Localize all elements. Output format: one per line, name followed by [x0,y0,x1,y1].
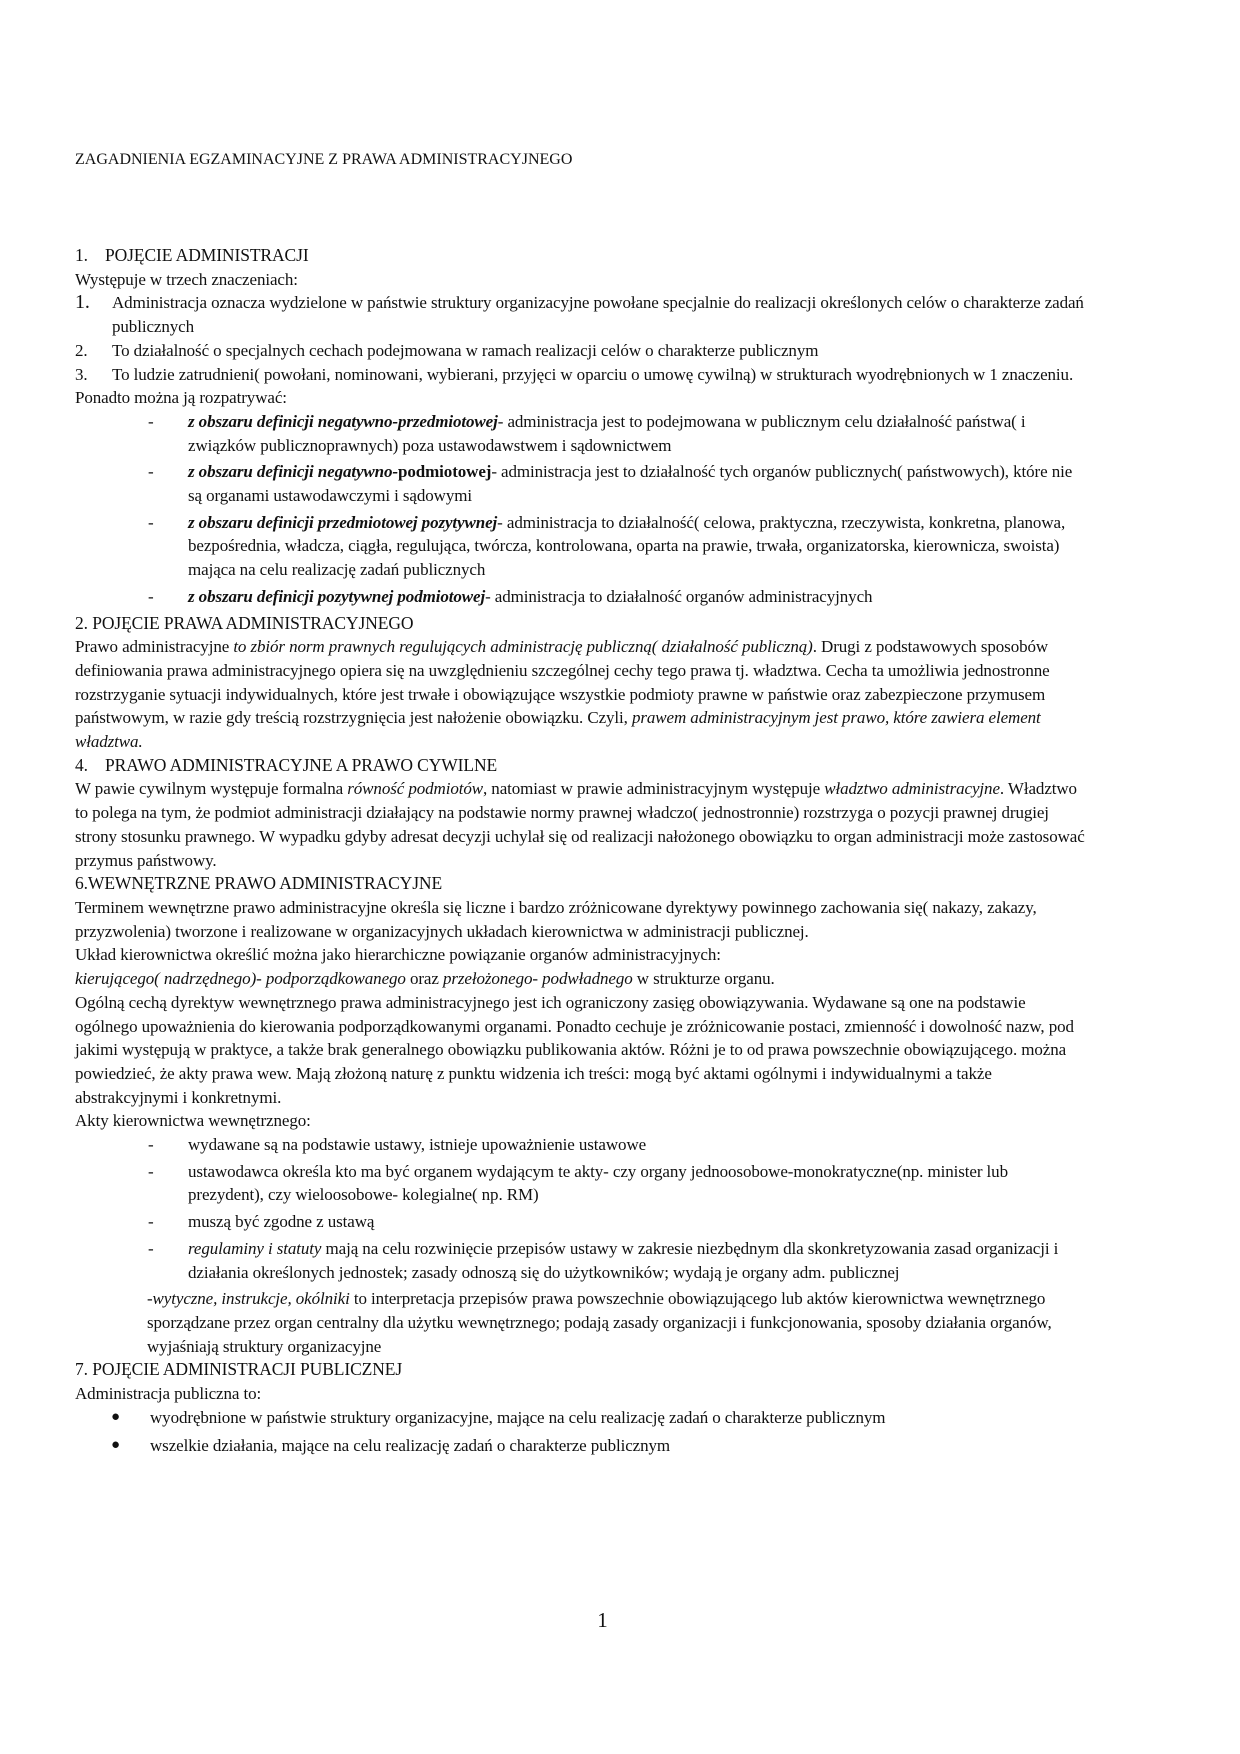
page-number: 1 [597,1608,608,1632]
text-run: . Władztwo to polega na tym, że podmiot administracji działający na podstawie normy prawnej władczo( jednostronnie) rozstrzyga o pozycji prawnej drugiej strony stosunku prawnego. W wypadku gdyby adresat decyzji uchylał się od realizacji nałożonego obowiązku to organ administracji może zastosować przymus państwowy. [75,779,1085,870]
acts-list [75,1133,1085,1284]
italic-run: władztwo administracyjne [824,779,1000,799]
definition-term-rest: podmiotowej [398,462,492,482]
dash-marker: - [148,1238,154,1258]
definitions-list [75,410,1085,609]
dash-marker: - [148,1135,154,1155]
list-item [75,1160,1085,1207]
section-6-paragraph-5: Akty kierownictwa wewnętrznego: [75,1111,311,1131]
section-6-heading: 6.WEWNĘTRZNE PRAWO ADMINISTRACYJNE [75,873,443,894]
list-item [75,585,1085,609]
definition-text: - administracja jest to podejmowana w publicznym celu działalność państwa( i związków publicznoprawnych) poza ustawodawstwem i sądownictwem [188,411,1026,455]
italic-run: równość podmiotów [347,779,483,799]
bullet-icon: ● [111,1408,120,1425]
definition-term: z obszaru definicji negatywno- [188,462,398,482]
list-item [75,1133,1085,1157]
list-text: wszelkie działania, mające na celu realizację zadań o charakterze publicznym [150,1436,671,1456]
text-run: w strukturze organu. [632,969,775,989]
list-item [75,410,1085,457]
dash-marker: - [148,512,154,532]
section-1-intro: Występuje w trzech znaczeniach: [75,269,298,289]
section-6-paragraph-4: Ogólną cechą dyrektyw wewnętrznego prawa administracyjnego jest ich ograniczony zasięg obowiązywania. Wydawane są one na podstawie ogólnego upoważnienia do kierowania podporządkowanymi organami. Ponadto cechuje je zróżnicowanie postaci, zmienność i dowolność nazw, pod jakimi występują w praktyce, a także brak generalnego obowiązku publikowania aktów. Różni je to od prawa powszechnie obowiązującego. można powiedzieć, że akty prawa wew. Mają złożoną naturę z punktu widzenia ich treści: mogą być aktami ogólnymi i indywidualnymi a także abstrakcyjnymi i konkretnymi. [75,992,1074,1107]
definition-text: - administracja jest to działalność tych organów publicznych( państwowych), które nie są organami ustawodawczymi i sądowymi [188,462,1073,506]
dash-marker: - [148,1212,154,1232]
public-admin-list [75,1406,1085,1458]
definition-term: z obszaru definicji pozytywnej podmiotowej [188,586,486,606]
list-text: muszą być zgodne z ustawą [188,1212,375,1232]
italic-run: przełożonego- podwładnego [442,969,633,989]
list-item [75,1406,1085,1430]
text-run: . Drugi z podstawowych sposobów definiowania prawa administracyjnego opiera się na uwzględnieniu szczególnej cechy tego prawa tj. władztwa. Cecha ta umożliwia jednostronne rozstrzyganie sytuacji indywidualnych, które jest trwałe i obowiązujące wszystkie podmioty prawne w państwie oraz zabezpieczone przymusem państwowym, w razie gdy treścią rozstrzygnięcia jest nałożenie obowiązku. Czyli, [75,637,1050,728]
italic-run: prawem administracyjnym jest prawo, które zawiera element władztwa. [75,708,1041,752]
text-run: , natomiast w prawie administracyjnym występuje [483,779,825,799]
section-1-number: 1. [75,245,88,265]
list-term: regulaminy i statuty [188,1238,322,1258]
italic-run: -wytyczne, instrukcje, okólniki [147,1289,350,1309]
list-text: wydawane są na podstawie ustawy, istnieje upoważnienie ustawowe [188,1135,647,1155]
text-run: Prawo administracyjne [75,637,234,657]
list-number: 1. [75,291,90,314]
section-6-paragraph-2: Układ kierownictwa określić można jako hierarchiczne powiązanie organów administracyjnych: [75,945,721,965]
definition-text: - administracja to działalność( celowa, praktyczna, rzeczywista, konkretna, planowa, bezpośrednia, władcza, ciągła, regulująca, twórcza, kontrolowana, oparta na prawie, trwała, organizatorska, kierownicza, swoista) mająca na celu realizację zadań publicznych [188,512,1066,580]
list-item [75,339,1085,363]
italic-run: kierującego( nadrzędnego)- podporządkowanego [75,969,406,989]
text-run: oraz [405,969,443,989]
meanings-list [75,291,1085,386]
section-1-heading [75,244,1085,268]
definition-term: z obszaru definicji przedmiotowej pozytywnej [188,512,498,532]
list-number: 3. [75,364,88,384]
list-item [75,1434,1085,1458]
section-4-number: 4. [75,754,88,775]
list-text: mają na celu rozwinięcie przepisów ustawy w zakresie niezbędnym dla skonkretyzowania zasad organizacji i działania określonych jednostek; zasady odnoszą się do użytkowników; wydają je organy adm. publicznej [188,1238,1059,1282]
section-2-heading: 2. POJĘCIE PRAWA ADMINISTRACYJNEGO [75,612,414,633]
dash-marker: - [148,586,154,606]
section-1-also: Ponadto można ją rozpatrywać: [75,388,287,408]
list-text: ustawodawca określa kto ma być organem wydającym te akty- czy organy jednoosobowe-monokratyczne(np. minister lub prezydent), czy wieloosobowe- kolegialne( np. RM) [188,1161,1008,1205]
list-item [75,363,1085,387]
section-6-paragraph-6 [75,1287,1085,1358]
section-4-paragraph [75,777,1085,872]
section-7-intro: Administracja publiczna to: [75,1384,262,1404]
definition-term: z obszaru definicji negatywno-przedmiotowej [188,411,498,431]
list-text: Administracja oznacza wydzielone w państwie struktury organizacyjne powołane specjalnie do realizacji określonych celów o charakterze zadań publicznych [112,293,1084,337]
section-6-paragraph-1: Terminem wewnętrzne prawo administracyjne określa się liczne i bardzo zróżnicowane dyrektywy powinnego zachowania się( nakazy, zakazy, przyzwolenia) tworzone i realizowane w organizacyjnych układach kierownictwa w administracji publicznej. [75,897,1037,941]
text-run: W pawie cywilnym występuje formalna [75,779,348,799]
section-1-title: POJĘCIE ADMINISTRACJI [105,245,309,265]
dash-marker: - [148,1161,154,1181]
section-6-paragraph-3 [75,967,1085,991]
list-item [75,1237,1085,1284]
section-4-heading [75,754,1085,778]
spacer [75,172,1085,244]
text-run: to interpretacja przepisów prawa powszechnie obowiązującego lub aktów kierownictwa wewnętrznego sporządzane przez organ centralny dla użytku wewnętrznego; podają zasady organizacji i funkcjonowania, sposoby działania organów, wyjaśniają struktury organizacyjne [147,1289,1052,1356]
bullet-icon: ● [111,1437,120,1454]
italic-run: to zbiór norm prawnych regulujących administrację publiczną( działalność publiczną) [233,637,813,657]
section-7-heading: 7. POJĘCIE ADMINISTRACJI PUBLICZNEJ [75,1359,403,1380]
list-text: To działalność o specjalnych cechach podejmowana w ramach realizacji celów o charakterze publicznym [112,340,819,360]
list-text: To ludzie zatrudnieni( powołani, nominowani, wybierani, przyjęci w oparciu o umowę cywilną) w strukturach wyodrębnionych w 1 znaczeniu. [112,364,1074,384]
list-item [75,1210,1085,1234]
list-number: 2. [75,340,88,360]
section-4-title: PRAWO ADMINISTRACYJNE A PRAWO CYWILNE [105,754,498,775]
document-title: ZAGADNIENIA EGZAMINACYJNE Z PRAWA ADMINISTRACYJNEGO [75,151,573,168]
definition-text: - administracja to działalność organów administracyjnych [485,586,873,606]
document-page [75,148,1085,1463]
dash-marker: - [148,411,154,431]
dash-marker: - [148,462,154,482]
list-item [75,460,1085,507]
list-item [75,511,1085,582]
list-text: wyodrębnione w państwie struktury organizacyjne, mające na celu realizację zadań o charakterze publicznym [150,1407,886,1427]
list-item [75,291,1085,338]
section-2-paragraph [75,635,1085,754]
